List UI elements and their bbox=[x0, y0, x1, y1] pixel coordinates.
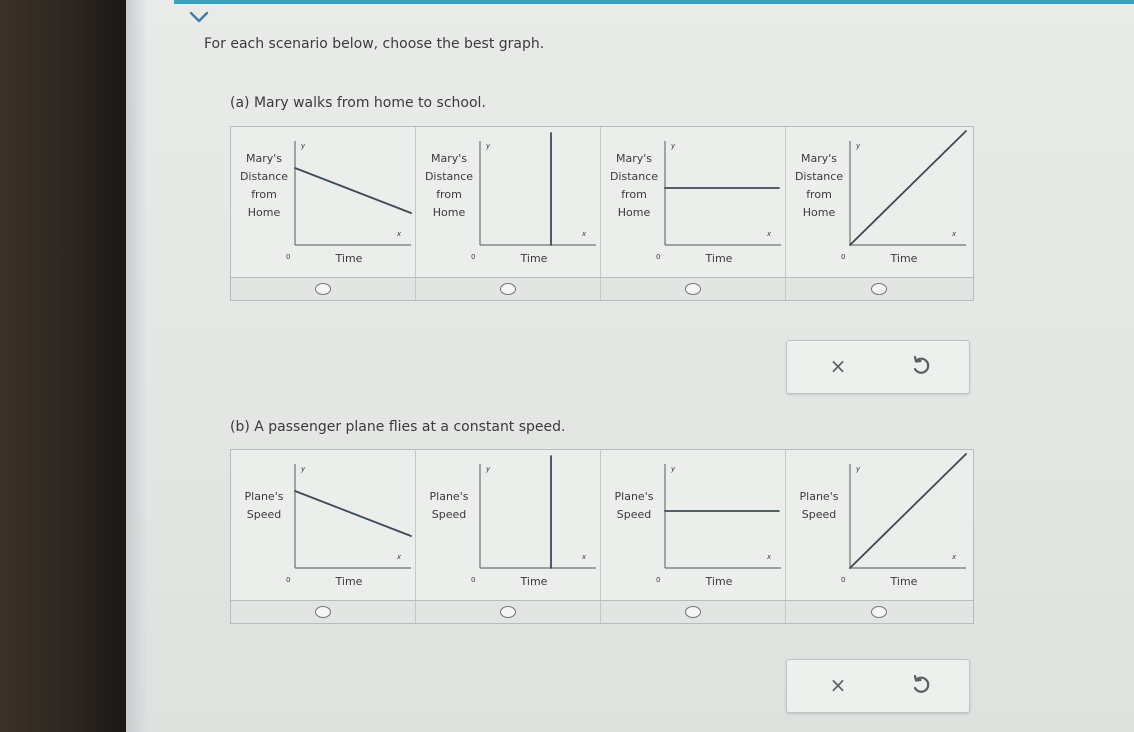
radio-button[interactable] bbox=[685, 283, 701, 295]
x-axis-label: Time bbox=[335, 252, 363, 265]
radio-button[interactable] bbox=[315, 606, 331, 618]
y-axis-label: Plane's bbox=[244, 490, 284, 503]
graph-increasing-line bbox=[850, 131, 966, 245]
x-axis-label: Time bbox=[520, 575, 548, 588]
radio-cell-b4[interactable] bbox=[786, 601, 971, 623]
origin-label: 0 bbox=[656, 576, 661, 584]
graph-option-b4 bbox=[786, 450, 971, 600]
graph-svg bbox=[786, 450, 971, 600]
graph-option-b3 bbox=[601, 450, 786, 600]
undo-icon[interactable] bbox=[909, 354, 933, 378]
radio-button[interactable] bbox=[500, 606, 516, 618]
graph-svg bbox=[231, 127, 416, 277]
x-axis-letter: x bbox=[952, 553, 957, 561]
graph-option-a4 bbox=[786, 127, 971, 277]
y-axis-label: Home bbox=[432, 206, 466, 219]
y-axis-label: Distance bbox=[239, 170, 289, 183]
radio-cell-a1[interactable] bbox=[231, 278, 416, 300]
origin-label: 0 bbox=[286, 576, 291, 584]
radio-button[interactable] bbox=[871, 283, 887, 295]
x-axis-letter: x bbox=[767, 230, 772, 238]
radio-cell-b2[interactable] bbox=[416, 601, 601, 623]
x-axis-label: Time bbox=[520, 252, 548, 265]
graph-row bbox=[231, 127, 973, 277]
y-axis-label: Mary's bbox=[245, 152, 283, 165]
question-b-title: (b) A passenger plane flies at a constant speed. bbox=[230, 419, 566, 435]
x-axis-letter: x bbox=[952, 230, 957, 238]
y-axis-label: Distance bbox=[609, 170, 659, 183]
y-axis-label: from bbox=[621, 188, 647, 201]
radio-row bbox=[231, 277, 973, 300]
question-a-title: (a) Mary walks from home to school. bbox=[230, 95, 486, 111]
graph-increasing-line bbox=[850, 454, 966, 568]
y-axis-label: Speed bbox=[801, 508, 837, 521]
y-axis-letter: y bbox=[671, 465, 676, 473]
y-axis-label: Plane's bbox=[614, 490, 654, 503]
y-axis-label: Home bbox=[617, 206, 651, 219]
radio-button[interactable] bbox=[685, 606, 701, 618]
y-axis-label: Speed bbox=[431, 508, 467, 521]
origin-label: 0 bbox=[841, 576, 846, 584]
origin-label: 0 bbox=[656, 253, 661, 261]
answer-actions-a bbox=[786, 340, 970, 394]
x-axis-letter: x bbox=[582, 553, 587, 561]
graph-svg bbox=[601, 127, 786, 277]
graph-option-a1 bbox=[231, 127, 416, 277]
y-axis-label: from bbox=[806, 188, 832, 201]
x-axis-letter: x bbox=[767, 553, 772, 561]
radio-cell-b1[interactable] bbox=[231, 601, 416, 623]
radio-cell-b3[interactable] bbox=[601, 601, 786, 623]
question-b-options bbox=[230, 449, 974, 624]
top-accent-bar bbox=[174, 0, 1134, 4]
y-axis-label: Home bbox=[802, 206, 836, 219]
x-axis-label: Time bbox=[890, 252, 918, 265]
graph-row bbox=[231, 450, 973, 600]
y-axis-letter: y bbox=[486, 142, 491, 150]
x-axis-letter: x bbox=[397, 553, 402, 561]
x-axis-label: Time bbox=[890, 575, 918, 588]
graph-decreasing-line bbox=[295, 491, 411, 536]
graph-svg bbox=[416, 127, 601, 277]
clear-button[interactable]: × bbox=[829, 673, 847, 697]
x-axis-label: Time bbox=[705, 252, 733, 265]
graph-option-a3 bbox=[601, 127, 786, 277]
y-axis-label: Distance bbox=[794, 170, 844, 183]
y-axis-label: Distance bbox=[424, 170, 474, 183]
x-axis-label: Time bbox=[705, 575, 733, 588]
radio-cell-a2[interactable] bbox=[416, 278, 601, 300]
y-axis-label: from bbox=[251, 188, 277, 201]
monitor-bezel bbox=[0, 0, 128, 732]
graph-svg bbox=[416, 450, 601, 600]
y-axis-letter: y bbox=[301, 142, 306, 150]
radio-button[interactable] bbox=[315, 283, 331, 295]
graph-svg bbox=[231, 450, 416, 600]
y-axis-label: Mary's bbox=[430, 152, 468, 165]
x-axis-label: Time bbox=[335, 575, 363, 588]
radio-button[interactable] bbox=[871, 606, 887, 618]
y-axis-label: Plane's bbox=[429, 490, 469, 503]
radio-row bbox=[231, 600, 973, 623]
y-axis-letter: y bbox=[301, 465, 306, 473]
answer-actions-b bbox=[786, 659, 970, 713]
question-a-options bbox=[230, 126, 974, 301]
x-axis-letter: x bbox=[582, 230, 587, 238]
graph-option-b1 bbox=[231, 450, 416, 600]
y-axis-letter: y bbox=[856, 465, 861, 473]
origin-label: 0 bbox=[286, 253, 291, 261]
origin-label: 0 bbox=[471, 576, 476, 584]
screen-edge bbox=[126, 0, 148, 732]
origin-label: 0 bbox=[841, 253, 846, 261]
chevron-down-icon[interactable] bbox=[186, 9, 212, 25]
instruction-text: For each scenario below, choose the best graph. bbox=[204, 36, 545, 52]
graph-option-a2 bbox=[416, 127, 601, 277]
y-axis-letter: y bbox=[486, 465, 491, 473]
undo-icon[interactable] bbox=[909, 673, 933, 697]
y-axis-label: Mary's bbox=[800, 152, 838, 165]
y-axis-label: Mary's bbox=[615, 152, 653, 165]
y-axis-label: from bbox=[436, 188, 462, 201]
graph-decreasing-line bbox=[295, 168, 411, 213]
graph-svg bbox=[601, 450, 786, 600]
radio-button[interactable] bbox=[500, 283, 516, 295]
y-axis-label: Home bbox=[247, 206, 281, 219]
y-axis-letter: y bbox=[856, 142, 861, 150]
y-axis-label: Speed bbox=[616, 508, 652, 521]
radio-cell-a3[interactable] bbox=[601, 278, 786, 300]
radio-cell-a4[interactable] bbox=[786, 278, 971, 300]
clear-button[interactable]: × bbox=[829, 354, 847, 378]
y-axis-label: Plane's bbox=[799, 490, 839, 503]
y-axis-label: Speed bbox=[246, 508, 282, 521]
origin-label: 0 bbox=[471, 253, 476, 261]
y-axis-letter: y bbox=[671, 142, 676, 150]
graph-option-b2 bbox=[416, 450, 601, 600]
graph-svg bbox=[786, 127, 971, 277]
x-axis-letter: x bbox=[397, 230, 402, 238]
